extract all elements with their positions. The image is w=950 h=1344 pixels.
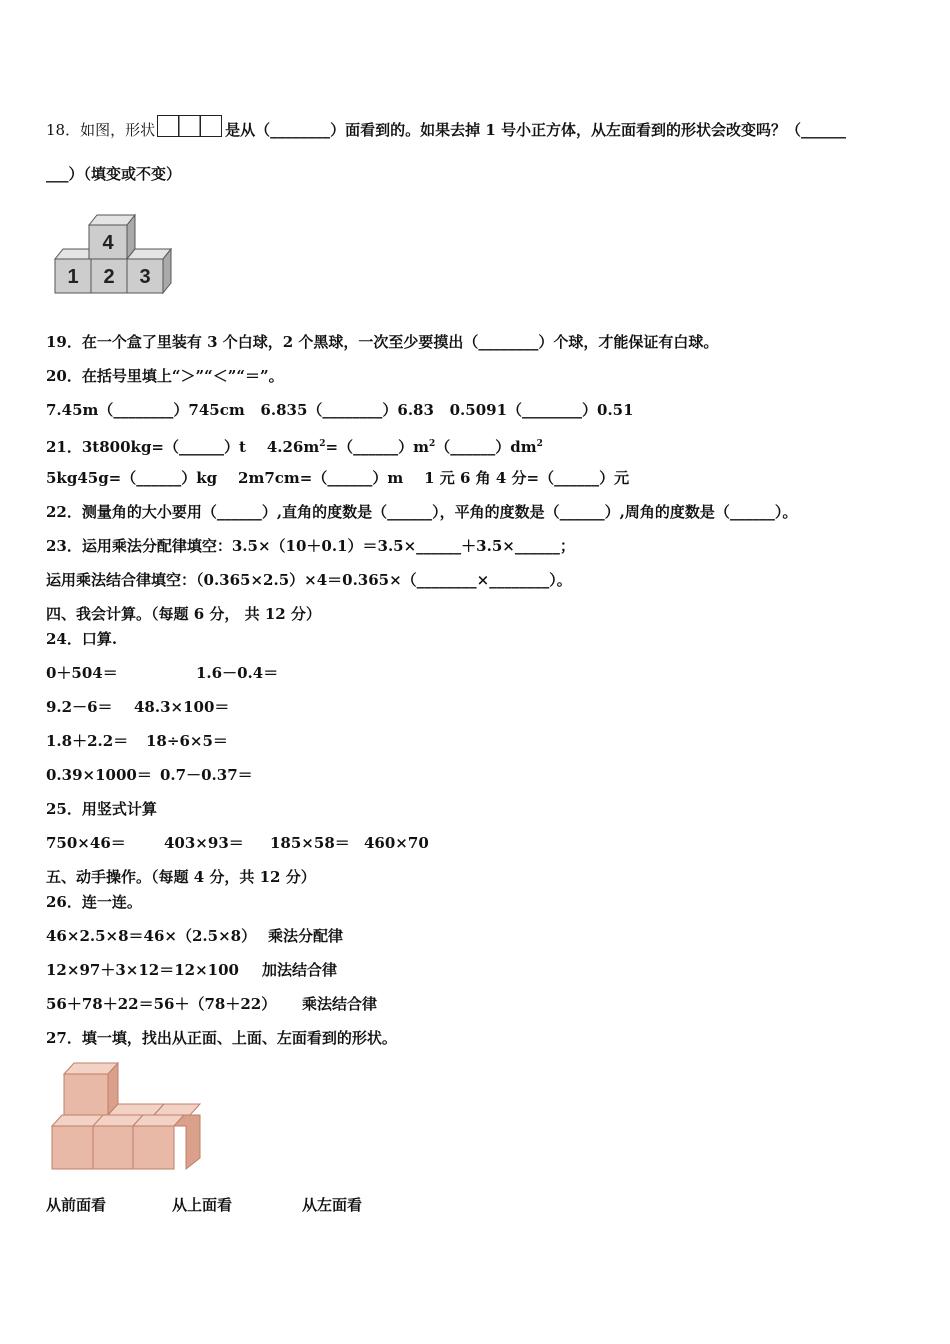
q25-items — [46, 833, 429, 853]
q26-left-item: 56＋78＋22＝56＋（78＋22） — [46, 995, 277, 1013]
q24-item: 0＋504＝ — [46, 664, 118, 682]
q26-left-item: 12×97＋3×12＝12×100 — [46, 961, 239, 979]
q26-right-item: 加法结合律 — [262, 961, 338, 979]
cube-side-face — [174, 1115, 200, 1169]
q26-left-item: 46×2.5×8＝46×（2.5×8） — [46, 927, 257, 945]
q24-row — [46, 663, 278, 683]
q23-line2: 运用乘法结合律填空：（0.365×2.5）×4＝0.365×（________×________）。 — [46, 571, 572, 589]
q20-item-3: 0.5091（________）0.51 — [449, 401, 634, 419]
q26-right-item: 乘法分配律 — [268, 927, 344, 945]
cube — [133, 1126, 174, 1169]
q24-item: 0.7－0.37＝ — [160, 766, 253, 784]
q21-row1-a: 21．3t800kg=（______）t — [46, 438, 246, 456]
cube — [52, 1126, 93, 1169]
q27-view-left: 从左面看 — [302, 1196, 363, 1214]
q24-item: 9.2－6＝ — [46, 698, 113, 716]
q24-title: 24．口算. — [46, 630, 118, 648]
q27-title: 27．填一填，找出从正面、上面、左面看到的形状。 — [46, 1029, 397, 1047]
cube — [93, 1126, 133, 1169]
q21-row2-c: 1 元 6 角 4 分=（______）元 — [424, 469, 630, 487]
q26-title: 26．连一连。 — [46, 893, 142, 911]
q26-right-item: 乘法结合律 — [302, 995, 378, 1013]
q24-item: 0.39×1000＝ — [46, 766, 152, 784]
cube — [64, 1074, 108, 1115]
q24-item: 1.6－0.4＝ — [196, 664, 279, 682]
cube-label-3: 3 — [139, 266, 151, 288]
q21-row1-b-sup: 2 — [319, 439, 326, 449]
q18-cube-figure — [52, 205, 177, 297]
q25-title: 25．用竖式计算 — [46, 800, 157, 818]
q21-row1-c-sup: 2 — [428, 439, 436, 449]
q21-row1-b: 4.26m — [266, 438, 320, 456]
q21-row2-a: 5kg45g=（______）kg — [46, 469, 218, 487]
q21-row1 — [46, 434, 543, 457]
q24-item: 48.3×100＝ — [134, 698, 230, 716]
q21-row1-c: =（______）m — [325, 438, 429, 456]
q22-text: 22．测量角的大小要用（______）,直角的度数是（______），平角的度数是（______）,周角的度数是（______）。 — [46, 503, 798, 521]
q18-line1 — [46, 115, 846, 142]
cube-label-1: 1 — [67, 266, 79, 288]
q20-item-2: 6.835（________）6.83 — [260, 401, 434, 419]
q20-items — [46, 400, 634, 420]
cube-label-2: 2 — [103, 266, 115, 288]
cube-label-4: 4 — [102, 232, 114, 254]
q21-row1-d: （______）dm — [435, 438, 537, 456]
q27-cube-figure — [46, 1058, 206, 1176]
q25-item: 460×70 — [364, 834, 429, 852]
section4-heading: 四、我会计算。（每题 6 分， 共 12 分） — [46, 605, 321, 623]
q20-title: 20．在括号里填上“＞”“＜”“＝”。 — [46, 367, 284, 385]
q18-post: 是从（________）面看到的。如果去掉 1 号小正方体，从左面看到的形状会改变吗？（______ — [225, 121, 846, 139]
q27-view-front: 从前面看 — [46, 1196, 107, 1214]
q21-row2-b: 2m7cm=（______）m — [238, 469, 404, 487]
q18-shape-three-squares — [157, 115, 223, 142]
q24-item: 18÷6×5＝ — [146, 732, 228, 750]
q24-row — [46, 731, 228, 751]
q24-row — [46, 697, 229, 717]
q23-line1: 23．运用乘法分配律填空：3.5×（10＋0.1）＝3.5×______＋3.5×______； — [46, 537, 575, 555]
cube-top-face — [55, 249, 89, 259]
q25-item: 403×93＝ — [164, 834, 244, 852]
q25-item: 750×46＝ — [46, 834, 126, 852]
q25-item: 185×58＝ — [270, 834, 350, 852]
q24-row — [46, 765, 253, 785]
section5-heading: 五、动手操作。（每题 4 分，共 12 分） — [46, 868, 316, 886]
q24-item: 1.8＋2.2＝ — [46, 732, 129, 750]
q26-row — [46, 960, 337, 980]
q27-view-top: 从上面看 — [172, 1196, 233, 1214]
q21-row1-d-sup: 2 — [536, 439, 543, 449]
q27-views — [46, 1195, 362, 1215]
q20-item-1: 7.45m（________）745cm — [46, 401, 245, 419]
q26-row — [46, 926, 343, 946]
q21-row2 — [46, 468, 629, 488]
q18-pre: 18．如图，形状 — [46, 121, 156, 139]
q26-row — [46, 994, 377, 1014]
q19-text: 19．在一个盒了里装有 3 个白球，2 个黑球，一次至少要摸出（________）个球，才能保证有白球。 — [46, 333, 719, 351]
q18-line2: ___）（填变或不变） — [46, 165, 182, 183]
